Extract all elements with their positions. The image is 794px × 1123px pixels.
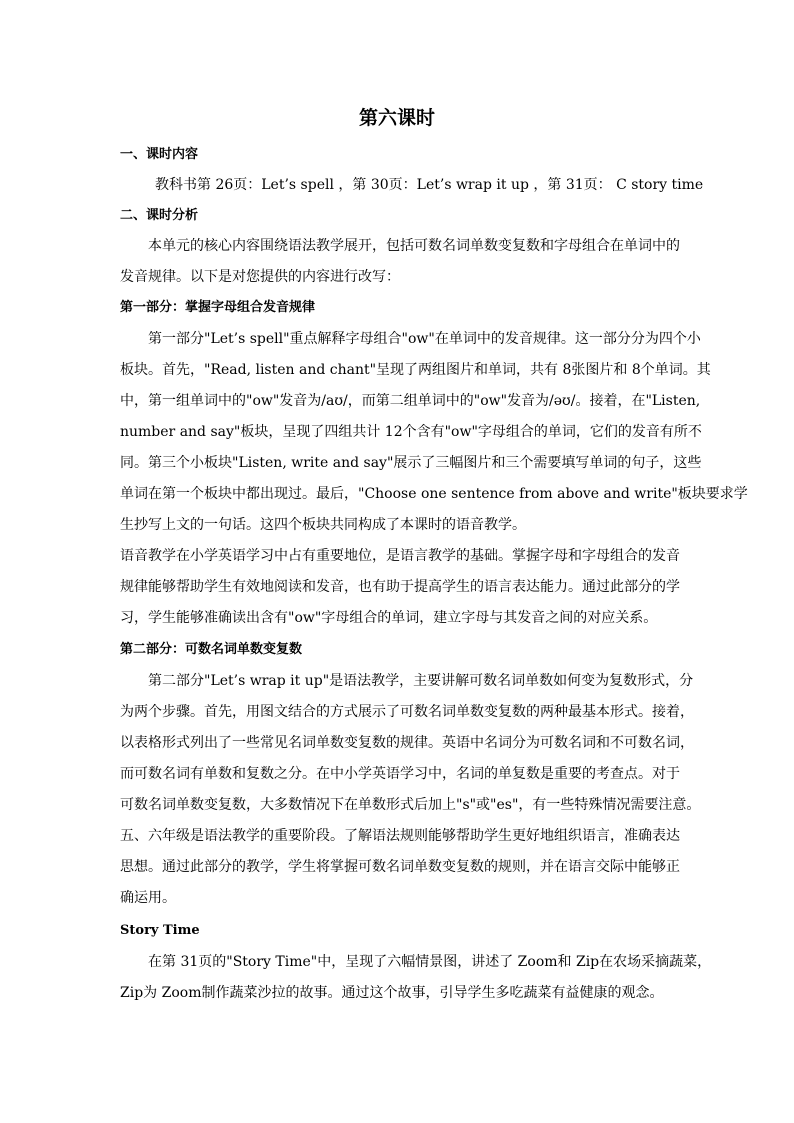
paragraph-line: 第一部分"Let’s spell"重点解释字母组合"ow"在单词中的发音规律。这一部分分为四个小 [148,331,701,347]
paragraph-line: 同。第三个小板块"Listen, write and say"展示了三幅图片和三个需要填写单词的句子，这些 [120,455,702,471]
paragraph-line: 规律能够帮助学生有效地阅读和发音，也有助于提高学生的语言表达能力。通过此部分的学 [120,579,680,595]
paragraph-line: 为两个步骤。首先，用图文结合的方式展示了可数名词单数变复数的两种最基本形式。接着， [120,704,694,720]
paragraph-line: 发音规律。以下是对您提供的内容进行改写： [120,269,400,285]
paragraph-line: 板块。首先，"Read, listen and chant"呈现了两组图片和单词，共有 8张图片和 8个单词。其 [120,362,711,378]
paragraph-line: 五、六年级是语法教学的重要阶段。了解语法规则能够帮助学生更好地组织语言，准确表达 [120,828,680,844]
page-title: 第六课时 [358,107,435,129]
part2-heading: 第二部分：可数名词单数变复数 [120,642,303,657]
paragraph-line: Zip为 Zoom制作蔬菜沙拉的故事。通过这个故事，引导学生多吃蔬菜有益健康的观念。 [120,985,664,1001]
paragraph-line: number and say"板块，呈现了四组共计 12个含有"ow"字母组合的单词，它们的发音有所不 [120,424,702,440]
section-heading-lesson-analysis: 二、课时分析 [120,208,199,223]
paragraph-line: 而可数名词有单数和复数之分。在中小学英语学习中，名词的单复数是重要的考查点。对于 [120,766,680,782]
paragraph-line: 第二部分"Let’s wrap it up"是语法教学，主要讲解可数名词单数如何变为复数形式，分 [148,673,694,689]
part1-heading: 第一部分：掌握字母组合发音规律 [120,300,316,315]
paragraph-line: 中，第一组单词中的"ow"发音为/aʊ/，而第二组单词中的"ow"发音为/əʊ/。接着，在"Listen, [120,393,701,409]
lesson-content-text: 教科书第 26页：Let’s spell ，第 30页：Let’s wrap it up ，第 31页： C story time [155,177,704,193]
paragraph-line: 本单元的核心内容围绕语法教学展开，包括可数名词单数变复数和字母组合在单词中的 [148,238,680,254]
paragraph-line: 单词在第一个板块中都出现过。最后，"Choose one sentence from above and write"板块要求学 [120,486,748,502]
section-heading-lesson-content: 一、课时内容 [120,147,199,162]
paragraph-line: 生抄写上文的一句话。这四个板块共同构成了本课时的语音教学。 [120,517,526,533]
paragraph-line: 习，学生能够准确读出含有"ow"字母组合的单词，建立字母与其发音之间的对应关系。 [120,610,658,626]
story-time-heading: Story Time [120,923,200,938]
paragraph-line: 以表格形式列出了一些常见名词单数变复数的规律。英语中名词分为可数名词和不可数名词， [120,735,694,751]
paragraph-line: 思想。通过此部分的教学，学生将掌握可数名词单数变复数的规则，并在语言交际中能够正 [120,859,680,875]
paragraph-line: 语音教学在小学英语学习中占有重要地位，是语言教学的基础。掌握字母和字母组合的发音 [120,548,680,564]
paragraph-line: 可数名词单数变复数，大多数情况下在单数形式后加上"s"或"es"，有一些特殊情况需要注意。 [120,797,701,813]
paragraph-line: 在第 31页的"Story Time"中，呈现了六幅情景图，讲述了 Zoom和 Zip在农场采摘蔬菜， [148,954,712,970]
paragraph-line: 确运用。 [120,890,176,906]
